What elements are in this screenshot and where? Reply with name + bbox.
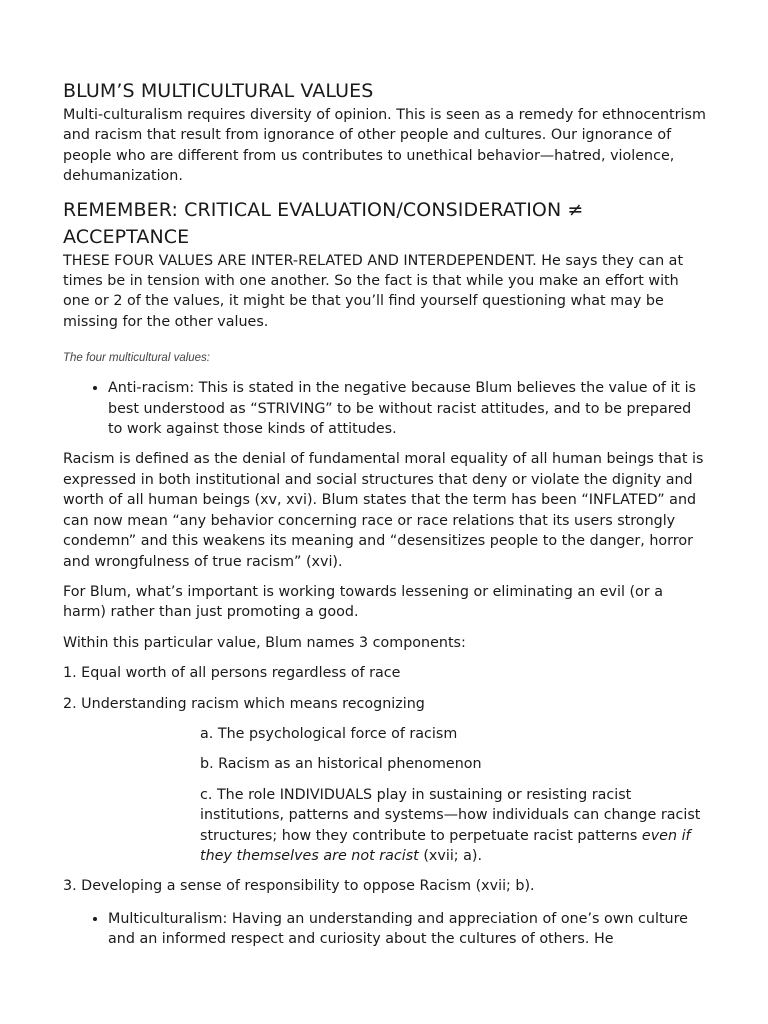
- sub-item-a: a. The psychological force of racism: [200, 725, 458, 742]
- values-paragraph: THESE FOUR VALUES ARE INTER-RELATED AND INTERDEPENDENT. He says they can at times be in tension with one another. So the fact is that while you make an effort with one or 2 of the values, it might be that you’ll find yourself questioning what may be missing for the other values.: [63, 252, 684, 330]
- components-intro: Within this particular value, Blum names 3 components:: [63, 634, 466, 651]
- component-item-1: 1. Equal worth of all persons regardless of race: [63, 665, 401, 682]
- figure-caption: The four multicultural values:: [63, 352, 211, 365]
- bullet-multiculturalism: • Multiculturalism: Having an understanding and appreciation of one’s own culture and an informed respect and curiosity about the cultures of others. He: [108, 909, 708, 950]
- component-item-3: 3. Developing a sense of responsibility to oppose Racism (xvii; b).: [63, 878, 535, 895]
- remember-heading: REMEMBER: CRITICAL EVALUATION/CONSIDERATION ≠ ACCEPTANCE: [63, 198, 584, 248]
- sub-item-b: b. Racism as an historical phenomenon: [200, 756, 482, 773]
- document-page: [63, 78, 708, 950]
- blum-paragraph: For Blum, what’s important is working towards lessening or eliminating an evil (or a harm) rather than just promoting a good.: [63, 583, 663, 621]
- values-list: [63, 378, 708, 439]
- sub-item-c-text: c. The role INDIVIDUALS play in sustaining or resisting racist institutions, patterns and systems—how individuals can change racist structures; how they contribute to perpetuate racist patterns: [200, 786, 701, 844]
- component-item-2: 2. Understanding racism which means recognizing: [63, 695, 425, 712]
- values-list-continued: [63, 909, 708, 950]
- racism-paragraph: Racism is defined as the denial of fundamental moral equality of all human beings that is expressed in both institutional and social structures that deny or violate the dignity and worth of all human beings (xv, xvi). Blum states that the term has been “INFLATED” and can now mean “any behavior concerning race or race relations that its users strongly condemn” and this weakens its meaning and “desensitizes people to the danger, horror and wrongfulness of true racism” (xvi).: [63, 451, 704, 570]
- bullet-anti-racism: • Anti-racism: This is stated in the negative because Blum believes the value of it is best understood as “STRIVING” to be without racist attitudes, and to be prepared to work against those kinds of attitudes.: [108, 378, 708, 439]
- document-title: BLUM’S MULTICULTURAL VALUES: [63, 80, 374, 102]
- sub-item-c-italic: even if they themselves are not racist: [200, 827, 691, 864]
- sub-item-c: [63, 785, 708, 867]
- sub-item-c-end: (xvii; a).: [418, 847, 483, 864]
- intro-paragraph: Multi-culturalism requires diversity of opinion. This is seen as a remedy for ethnocentrism and racism that result from ignorance of other people and cultures. Our ignorance of people who are different from us contributes to unethical behavior—hatred, violence, dehumanization.: [63, 107, 706, 185]
